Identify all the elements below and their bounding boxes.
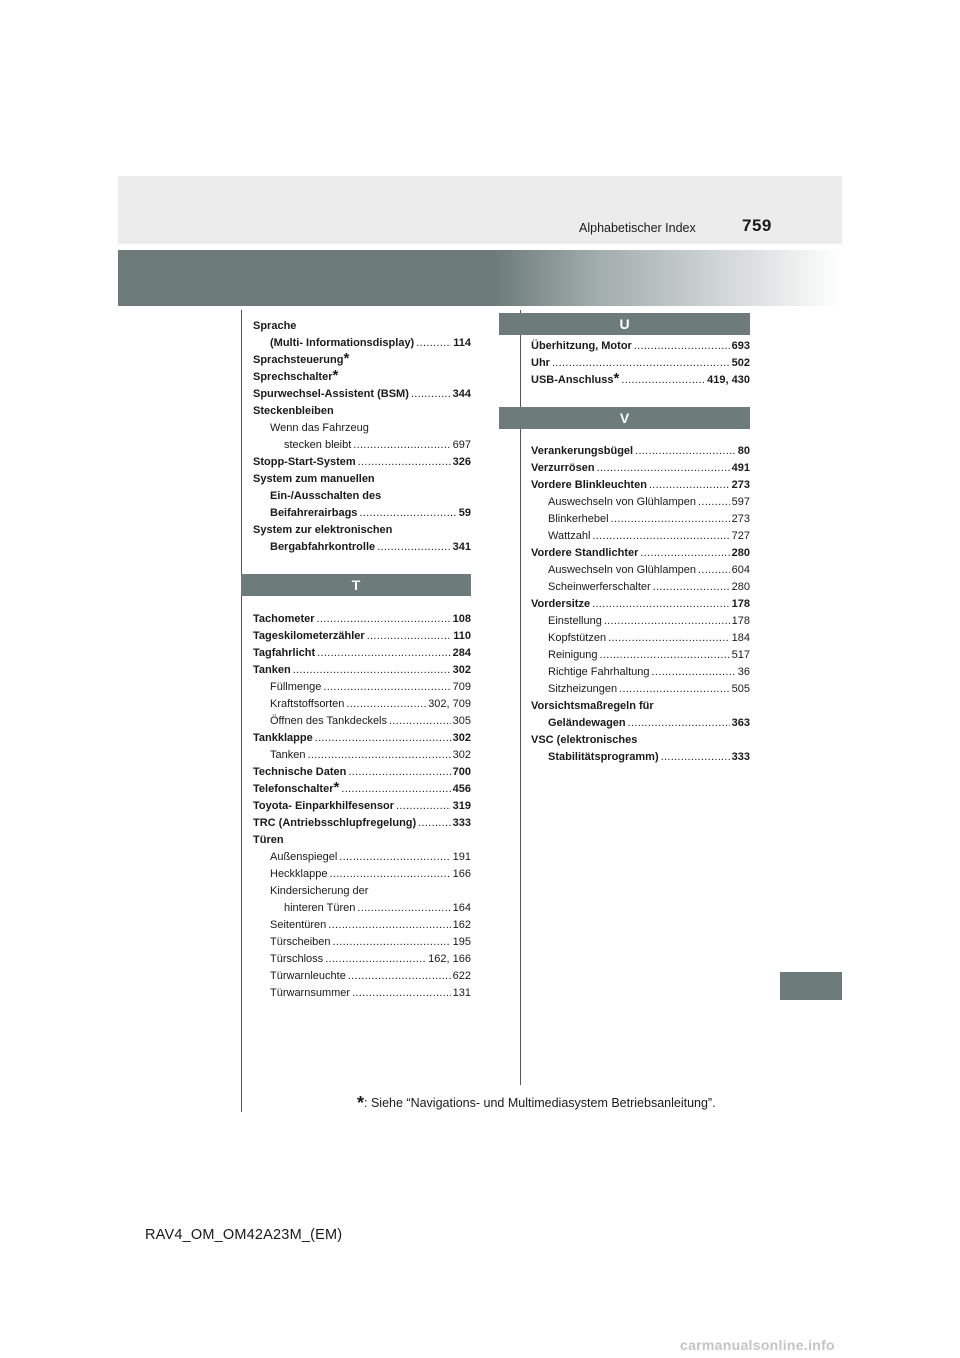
index-entry xyxy=(253,454,471,471)
dot-leader xyxy=(698,562,730,579)
index-entry xyxy=(531,664,750,681)
index-entry xyxy=(531,647,750,664)
dot-leader xyxy=(396,798,451,815)
dot-leader xyxy=(418,815,450,832)
index-entry-label: Tanken xyxy=(270,749,306,761)
index-entry xyxy=(253,713,471,730)
dot-leader xyxy=(315,730,451,747)
index-entry-label: Vordere Blinkleuchten xyxy=(531,479,647,491)
index-entry xyxy=(531,338,750,355)
index-entry-label: TRC (Antriebsschlupfregelung) xyxy=(253,817,417,829)
index-entry-label: Ein-/Ausschalten des xyxy=(270,490,382,502)
index-entry-label: System zum manuellen xyxy=(253,473,375,485)
index-entry-page: 108 xyxy=(452,613,471,625)
index-entry-page: 344 xyxy=(452,388,471,400)
index-entry-page: 326 xyxy=(452,456,471,468)
dot-leader xyxy=(389,713,451,730)
index-entry-label: Wattzahl xyxy=(548,530,591,542)
index-entry-page: 131 xyxy=(452,987,471,999)
index-entry xyxy=(253,730,471,747)
index-entry-label: Steckenbleiben xyxy=(253,405,334,417)
dot-leader xyxy=(600,647,730,664)
index-entry xyxy=(253,335,471,352)
index-entry-label: Technische Daten xyxy=(253,766,347,778)
index-entry xyxy=(531,511,750,528)
index-entry xyxy=(531,460,750,477)
index-entry-label: Tagfahrlicht xyxy=(253,647,316,659)
index-entry-label: Wenn das Fahrzeug xyxy=(270,422,369,434)
dot-leader xyxy=(357,900,450,917)
index-entry-label: Reinigung xyxy=(548,649,598,661)
index-entry-label: Richtige Fahrhaltung xyxy=(548,666,650,678)
section-title: Alphabetischer Index xyxy=(579,221,696,235)
index-entry-page: 166 xyxy=(452,868,471,880)
index-list-v xyxy=(531,443,750,766)
index-entry-label: Heckklappe xyxy=(270,868,328,880)
index-entry xyxy=(253,318,471,335)
index-entry-label: Tanken xyxy=(253,664,291,676)
dot-leader xyxy=(649,477,730,494)
dot-leader xyxy=(652,664,736,681)
index-entry-page: 280 xyxy=(731,547,750,559)
dot-leader xyxy=(653,579,730,596)
index-entry: Sprechschalter * xyxy=(253,367,339,384)
dot-leader xyxy=(552,355,730,372)
index-list-s xyxy=(253,318,471,556)
index-entry xyxy=(253,985,471,1002)
index-entry-page: 597 xyxy=(731,496,750,508)
footnote-asterisk: * xyxy=(357,1093,365,1113)
index-entry xyxy=(531,355,750,372)
dot-leader xyxy=(328,917,450,934)
index-entry xyxy=(253,815,471,832)
dot-leader xyxy=(307,747,450,764)
index-entry xyxy=(253,386,471,403)
index-entry-label: Auswechseln von Glühlampen xyxy=(548,496,696,508)
dot-leader xyxy=(325,951,426,968)
dot-leader xyxy=(359,505,456,522)
dot-leader xyxy=(621,372,705,389)
index-entry-label: Telefonschalter xyxy=(253,783,334,795)
dot-leader xyxy=(377,539,451,556)
index-entry-page: 284 xyxy=(452,647,471,659)
dot-leader xyxy=(346,696,426,713)
index-entry-label: Tageskilometerzähler xyxy=(253,630,365,642)
index-entry-label: Sprache xyxy=(253,320,297,332)
index-entry-page: 693 xyxy=(731,340,750,352)
index-entry-label: Kindersicherung der xyxy=(270,885,369,897)
dot-leader xyxy=(597,460,730,477)
index-entry xyxy=(253,798,471,815)
index-entry xyxy=(253,849,471,866)
index-entry: Telefonschalter * ..... 456 xyxy=(253,781,471,798)
index-entry-label: Vordere Standlichter xyxy=(531,547,639,559)
chapter-side-tab xyxy=(780,972,842,1000)
index-entry-label: Tachometer xyxy=(253,613,315,625)
index-entry xyxy=(531,562,750,579)
dot-leader xyxy=(604,613,730,630)
index-entry-page: 302 xyxy=(452,749,471,761)
index-entry-label: Auswechseln von Glühlampen xyxy=(548,564,696,576)
index-entry-page: 419, 430 xyxy=(707,374,750,386)
index-entry-page: 302 xyxy=(452,664,471,676)
dot-leader xyxy=(317,611,451,628)
dot-leader xyxy=(352,985,451,1002)
dot-leader xyxy=(661,749,730,766)
index-entry-label: Bergabfahrkontrolle xyxy=(270,541,376,553)
index-entry-label: Stabilitätsprogramm) xyxy=(548,751,659,763)
index-list-u xyxy=(531,338,750,389)
index-entry xyxy=(253,403,471,420)
index-entry xyxy=(253,934,471,951)
index-entry xyxy=(253,951,471,968)
dot-leader xyxy=(353,437,450,454)
index-entry xyxy=(253,883,471,900)
index-entry-page: 114 xyxy=(453,337,471,349)
index-entry-page: 273 xyxy=(731,513,750,525)
index-entry xyxy=(253,900,471,917)
dot-leader xyxy=(293,662,451,679)
index-entry xyxy=(531,528,750,545)
index-entry-page: 178 xyxy=(731,615,750,627)
index-entry-page: 162, 166 xyxy=(428,953,471,965)
footnote xyxy=(357,1093,716,1114)
index-entry-page: 333 xyxy=(731,751,750,763)
index-entry xyxy=(253,539,471,556)
left-rule xyxy=(241,310,242,1112)
index-entry xyxy=(253,696,471,713)
index-entry-page: 36 xyxy=(737,666,750,678)
index-entry-page: 184 xyxy=(731,632,750,644)
index-entry-label: Seitentüren xyxy=(270,919,327,931)
index-entry-page: 305 xyxy=(452,715,471,727)
index-entry-label: Sprachsteuerung xyxy=(253,354,344,366)
index-entry-label: Vorsichtsmaßregeln für xyxy=(531,700,654,712)
index-entry-label: VSC (elektronisches xyxy=(531,734,638,746)
dot-leader xyxy=(416,335,451,352)
index-entry xyxy=(531,715,750,732)
dot-leader xyxy=(341,781,450,798)
dot-leader xyxy=(698,494,730,511)
index-entry-label: Toyota- Einparkhilfesensor xyxy=(253,800,394,812)
index-entry-label: Verzurrösen xyxy=(531,462,595,474)
index-entry xyxy=(253,488,471,505)
index-entry-page: 363 xyxy=(731,717,750,729)
index-column-right xyxy=(531,338,750,766)
dot-leader xyxy=(367,628,452,645)
index-entry xyxy=(531,749,750,766)
index-entry xyxy=(253,645,471,662)
dot-leader xyxy=(611,511,730,528)
index-entry-label: Türwarnsummer xyxy=(270,987,351,999)
index-entry-page: 162 xyxy=(452,919,471,931)
dot-leader xyxy=(323,679,450,696)
index-entry-label: Türscheiben xyxy=(270,936,331,948)
index-entry xyxy=(531,477,750,494)
dot-leader xyxy=(333,934,451,951)
index-entry xyxy=(253,679,471,696)
dot-leader xyxy=(348,764,450,781)
dot-leader xyxy=(339,849,450,866)
index-entry-page: 341 xyxy=(452,541,471,553)
dot-leader xyxy=(592,596,730,613)
index-entry xyxy=(531,698,750,715)
index-entry xyxy=(253,917,471,934)
index-column-left xyxy=(253,318,471,1002)
index-entry-label: Spurwechsel-Assistent (BSM) xyxy=(253,388,409,400)
index-entry-page: 273 xyxy=(731,479,750,491)
index-entry xyxy=(253,505,471,522)
index-entry xyxy=(253,437,471,454)
index-entry xyxy=(253,968,471,985)
index-entry-label: Kopfstützen xyxy=(548,632,607,644)
dot-leader xyxy=(317,645,451,662)
index-entry xyxy=(531,613,750,630)
index-entry xyxy=(253,628,471,645)
index-list-t xyxy=(253,611,471,1002)
index-entry xyxy=(531,681,750,698)
letter-heading-t: T xyxy=(241,574,471,596)
index-entry-label: Sprechschalter xyxy=(253,371,333,383)
index-entry xyxy=(531,494,750,511)
index-entry-page: 80 xyxy=(737,445,750,457)
index-entry-label: hinteren Türen xyxy=(284,902,356,914)
index-entry-page: 164 xyxy=(452,902,471,914)
index-entry xyxy=(531,545,750,562)
index-entry xyxy=(253,662,471,679)
index-entry-page: 302, 709 xyxy=(428,698,471,710)
index-entry xyxy=(531,630,750,647)
index-entry-page: 697 xyxy=(452,439,471,451)
dot-leader xyxy=(411,386,451,403)
index-entry-label: (Multi- Informationsdisplay) xyxy=(270,337,415,349)
index-entry-page: 727 xyxy=(731,530,750,542)
dot-leader xyxy=(348,968,451,985)
dot-leader xyxy=(635,443,736,460)
index-entry: USB-Anschluss * ..... 419, 430 xyxy=(531,372,750,389)
index-entry xyxy=(253,420,471,437)
index-entry-page: 191 xyxy=(452,851,471,863)
index-entry-page: 456 xyxy=(452,783,471,795)
index-entry-label: Außenspiegel xyxy=(270,851,338,863)
index-entry-page: 110 xyxy=(453,630,471,642)
index-entry-label: Einstellung xyxy=(548,615,602,627)
index-entry xyxy=(253,747,471,764)
index-entry-page: 604 xyxy=(731,564,750,576)
index-entry xyxy=(253,522,471,539)
dot-leader xyxy=(608,630,730,647)
watermark-text: carmanualsonline.info xyxy=(680,1337,835,1353)
index-entry xyxy=(531,732,750,749)
index-entry-page: 505 xyxy=(731,683,750,695)
index-entry-label: Sitzheizungen xyxy=(548,683,618,695)
index-entry-label: Überhitzung, Motor xyxy=(531,340,632,352)
index-entry-page: 700 xyxy=(452,766,471,778)
index-entry-page: 280 xyxy=(731,581,750,593)
index-entry-page: 59 xyxy=(458,507,471,519)
header-bar xyxy=(118,176,842,244)
index-entry-label: Scheinwerferschalter xyxy=(548,581,651,593)
index-entry-page: 302 xyxy=(452,732,471,744)
letter-heading-v: V xyxy=(499,407,750,429)
index-entry xyxy=(253,471,471,488)
dot-leader xyxy=(329,866,450,883)
letter-heading-u: U xyxy=(499,313,750,335)
dot-leader xyxy=(640,545,729,562)
index-entry xyxy=(531,443,750,460)
dot-leader xyxy=(634,338,730,355)
index-entry-page: 709 xyxy=(452,681,471,693)
index-entry-label: Verankerungsbügel xyxy=(531,445,634,457)
index-entry-page: 622 xyxy=(452,970,471,982)
index-entry-page: 491 xyxy=(731,462,750,474)
index-entry-label: Kraftstoffsorten xyxy=(270,698,345,710)
index-entry xyxy=(253,764,471,781)
index-entry-page: 195 xyxy=(452,936,471,948)
dot-leader xyxy=(592,528,729,545)
index-entry-label: stecken bleibt xyxy=(284,439,352,451)
index-entry-label: Blinkerhebel xyxy=(548,513,609,525)
index-entry-label: Türwarnleuchte xyxy=(270,970,346,982)
chapter-banner xyxy=(118,250,842,306)
index-entry-label: Beifahrerairbags xyxy=(270,507,358,519)
dot-leader xyxy=(619,681,730,698)
index-entry-label: Stopp-Start-System xyxy=(253,456,356,468)
index-entry-page: 502 xyxy=(731,357,750,369)
index-entry-page: 333 xyxy=(452,817,471,829)
document-code: RAV4_OM_OM42A23M_(EM) xyxy=(145,1227,343,1243)
footnote-text: : Siehe “Navigations- und Multimediasystem Betriebsanleitung”. xyxy=(364,1096,716,1110)
index-entry-page: 319 xyxy=(452,800,471,812)
index-entry xyxy=(531,579,750,596)
index-entry-label: USB-Anschluss xyxy=(531,374,614,386)
index-entry xyxy=(253,866,471,883)
index-entry-label: Vordersitze xyxy=(531,598,591,610)
index-entry xyxy=(253,832,471,849)
index-entry-label: Geländewagen xyxy=(548,717,626,729)
index-entry-label: Uhr xyxy=(531,357,550,369)
index-entry-label: Türen xyxy=(253,834,284,846)
index-entry-label: Füllmenge xyxy=(270,681,322,693)
index-entry xyxy=(253,611,471,628)
index-entry-label: System zur elektronischen xyxy=(253,524,393,536)
index-entry-page: 517 xyxy=(731,649,750,661)
index-entry-label: Türschloss xyxy=(270,953,324,965)
index-entry-label: Tankklappe xyxy=(253,732,313,744)
dot-leader xyxy=(358,454,451,471)
index-entry-page: 178 xyxy=(731,598,750,610)
dot-leader xyxy=(628,715,730,732)
index-entry xyxy=(531,596,750,613)
index-entry: Sprachsteuerung * xyxy=(253,350,350,367)
index-entry-label: Öffnen des Tankdeckels xyxy=(270,715,388,727)
page-number: 759 xyxy=(742,216,772,235)
